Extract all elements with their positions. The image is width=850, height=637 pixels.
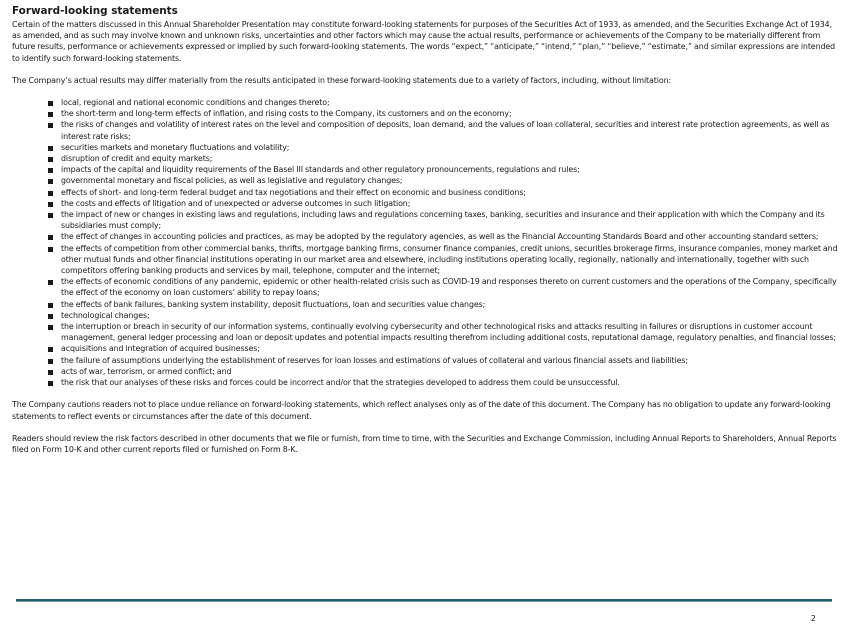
list-item-text: the effects of bank failures, banking system instability, deposit fluctuations, loan and securities value changes; (61, 299, 486, 309)
list-item (48, 321, 838, 343)
spacer (12, 86, 838, 97)
list-item-text: the risk that our analyses of these risks and forces could be incorrect and/or that the strategies developed to address them could be unsuccessful. (61, 378, 620, 388)
bullet-square-icon (48, 191, 53, 196)
list-item (48, 187, 838, 198)
list-item (48, 310, 838, 321)
list-item (48, 343, 838, 354)
list-item (48, 377, 838, 388)
bullet-square-icon (48, 157, 53, 162)
list-item (48, 243, 838, 277)
bullet-square-icon (48, 314, 53, 319)
list-item (48, 164, 838, 175)
list-item-text: technological changes; (61, 310, 150, 320)
bullet-square-icon (48, 325, 53, 330)
bullet-square-icon (48, 359, 53, 364)
list-item-text: local, regional and national economic conditions and changes thereto; (61, 98, 330, 108)
list-item-text: the effects of economic conditions of any pandemic, epidemic or other health-related crisis such as COVID-19 and responses thereto on current customers and the operations of the Company, specifically the effect of the economy on loan customers’ ability to repay loans; (61, 277, 837, 298)
list-item (48, 142, 838, 153)
bullet-square-icon (48, 101, 53, 106)
list-item (48, 119, 838, 141)
bullet-square-icon (48, 381, 53, 386)
footer-rule-shadow (16, 601, 832, 602)
list-item-text: governmental monetary and fiscal policies, as well as legislative and regulatory changes; (61, 176, 403, 186)
page-title: Forward-looking statements (12, 5, 178, 17)
bullet-square-icon (48, 168, 53, 173)
list-item (48, 355, 838, 366)
caution-paragraph: The Company cautions readers not to place undue reliance on forward-looking statements, which reflect analyses only as of the date of this document. The Company has no obligation to update any forward-looking statements to reflect events or circumstances after the date of this document. (12, 400, 831, 421)
list-item-text: effects of short- and long-term federal budget and tax negotiations and their effect on economic and business conditions; (61, 187, 526, 197)
bullet-square-icon (48, 179, 53, 184)
list-item (48, 175, 838, 186)
list-item-text: the effect of changes in accounting policies and practices, as may be adopted by the regulatory agencies, as well as the Financial Accounting Standards Board and other accounting standard setters; (61, 232, 819, 242)
lead-in-paragraph: The Company’s actual results may differ materially from the results anticipated in these forward-looking statements due to a variety of factors, including, without limitation: (12, 75, 672, 85)
bullet-square-icon (48, 235, 53, 240)
list-item-text: the impact of new or changes in existing laws and regulations, including laws and regulations concerning taxes, banking, securities and insurance and their application with which the Company and its subsidiaries must comply; (61, 210, 825, 231)
list-item-text: securities markets and monetary fluctuations and volatility; (61, 142, 290, 152)
bullet-square-icon (48, 347, 53, 352)
spacer (12, 388, 838, 399)
list-item-text: the short-term and long-term effects of inflation, and rising costs to the Company, its customers and on the economy; (61, 109, 512, 119)
list-item-text: the effects of competition from other commercial banks, thrifts, mortgage banking firms, consumer finance companies, credit unions, securities brokerage firms, insurance companies, money market and other mutual funds and other financial institutions operating in our market area and elsewhere, including institutions operating locally, regionally, nationally and internationally, together with such competitors offering banking products and services by mail, telephone, computer and the internet; (61, 243, 838, 276)
bullet-square-icon (48, 123, 53, 128)
list-item-text: impacts of the capital and liquidity requirements of the Basel III standards and other regulatory pronouncements, regulations and rules; (61, 165, 580, 175)
list-item (48, 153, 838, 164)
page-number: 2 (810, 614, 816, 623)
list-item-text: the risks of changes and volatility of interest rates on the level and composition of deposits, loan demand, and the values of loan collateral, securities and interest rate protection agreements, as well as interest rate risks; (61, 120, 830, 141)
list-item (48, 198, 838, 209)
list-item-text: disruption of credit and equity markets; (61, 154, 213, 164)
list-item (48, 231, 838, 242)
spacer (12, 422, 838, 433)
list-item (48, 299, 838, 310)
bullet-square-icon (48, 247, 53, 252)
list-item (48, 97, 838, 108)
list-item (48, 366, 838, 377)
bullet-square-icon (48, 146, 53, 151)
list-item-text: acts of war, terrorism, or armed conflict; and (61, 366, 232, 376)
risk-factor-list (12, 97, 838, 388)
bullet-square-icon (48, 280, 53, 285)
bullet-square-icon (48, 303, 53, 308)
bullet-square-icon (48, 202, 53, 207)
list-item (48, 108, 838, 119)
list-item-text: acquisitions and integration of acquired businesses; (61, 344, 260, 354)
list-item (48, 209, 838, 231)
bullet-square-icon (48, 112, 53, 117)
intro-paragraph: Certain of the matters discussed in this Annual Shareholder Presentation may constitute forward-looking statements for purposes of the Securities Act of 1933, as amended, and the Securities Exchange Act of 1934, as amended, and as such may involve known and unknown risks, uncertainties and other factors which may cause the actual results, performance or achievements of the Company to be materially different from future results, performance or achievements expressed or implied by such forward-looking statements. The words “expect,” “anticipate,” “intend,” “plan,” “believe,” “estimate,” and similar expressions are intended to identify such forward-looking statements. (12, 20, 836, 63)
review-paragraph: Readers should review the risk factors described in other documents that we file or furnish, from time to time, with the Securities and Exchange Commission, including Annual Reports to Shareholders, Annual Reports filed on Form 10-K and other current reports filed or furnished on Form 8-K. (12, 433, 837, 454)
list-item (48, 276, 838, 298)
bullet-square-icon (48, 213, 53, 218)
list-item-text: the interruption or breach in security of our information systems, continually evolving cybersecurity and other technological risks and attacks resulting in failures or disruptions in customer account management, general ledger processing and loan or deposit updates and potential impacts resulting therefrom including additional costs, reputational damage, regulatory penalties, and financial losses; (61, 322, 836, 343)
list-item-text: the failure of assumptions underlying the establishment of reserves for loan losses and estimations of values of collateral and various financial assets and liabilities; (61, 355, 688, 365)
spacer (12, 64, 838, 75)
list-item-text: the costs and effects of litigation and of unexpected or adverse outcomes in such litigation; (61, 198, 411, 208)
bullet-square-icon (48, 370, 53, 375)
